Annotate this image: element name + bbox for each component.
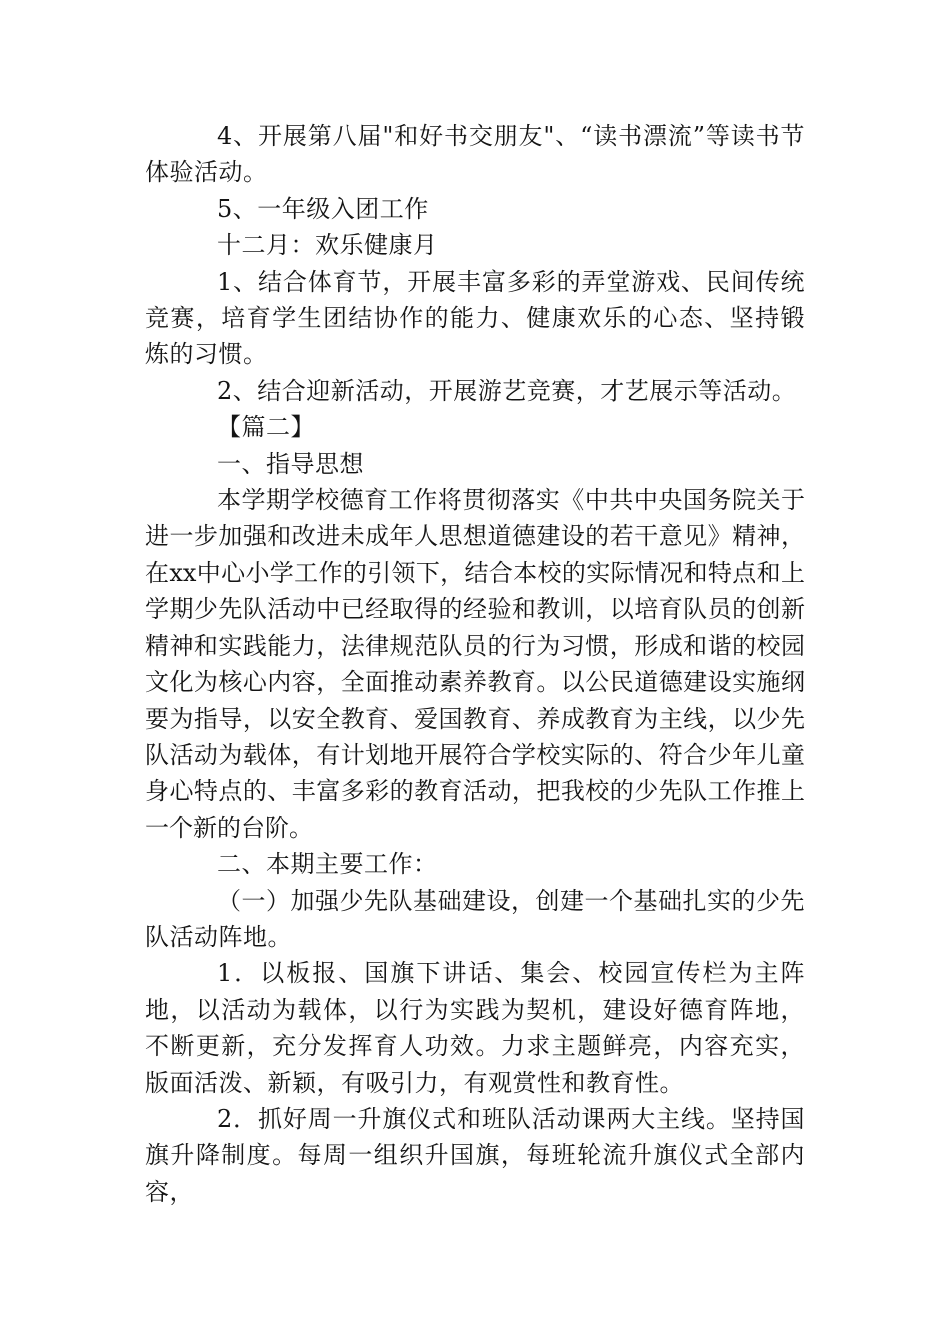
paragraph-new-year-activities: 2、结合迎新活动，开展游艺竞赛，才艺展示等活动。 [217, 376, 797, 405]
heading-main-work: 二、本期主要工作： [217, 850, 438, 879]
document-body [145, 118, 805, 1210]
paragraph-december-heading: 十二月：欢乐健康月 [217, 231, 438, 260]
paragraph-sports-festival: 1、结合体育节，开展丰富多彩的弄堂游戏、民间传统竞赛，培育学生团结协作的能力、健康欢乐的心态、坚持锻炼的习惯。 [145, 267, 805, 369]
paragraph-guiding-ideology-body: 本学期学校德育工作将贯彻落实《中共中央国务院关于进一步加强和改进未成年人思想道德建设的若干意见》精神，在xx中心小学工作的引领下，结合本校的实际情况和特点和上学期少先队活动中已经取得的经验和教训，以培育队员的创新精神和实践能力，法律规范队员的行为习惯，形成和谐的校园文化为核心内容，全面推动素养教育。以公民道德建设实施纲要为指导，以安全教育、爱国教育、养成教育为主线，以少先队活动为载体，有计划地开展符合学校实际的、符合少年儿童身心特点的、丰富多彩的教育活动，把我校的少先队工作推上一个新的台阶。 [145, 486, 805, 842]
section-heading-part-two: 【篇二】 [217, 413, 315, 442]
paragraph-basic-construction: （一）加强少先队基础建设，创建一个基础扎实的少先队活动阵地。 [145, 886, 805, 951]
heading-guiding-ideology: 一、指导思想 [217, 449, 364, 478]
paragraph-reading-festival: 4、开展第八届"和好书交朋友"、“读书漂流”等读书节体验活动。 [145, 122, 805, 187]
paragraph-flag-ceremony: 2．抓好周一升旗仪式和班队活动课两大主线。坚持国旗升降制度。每周一组织升国旗，每班轮流升旗仪式全部内容， [145, 1104, 805, 1206]
paragraph-grade-one-league: 5、一年级入团工作 [217, 194, 429, 223]
paragraph-blackboard-positions: 1．以板报、国旗下讲话、集会、校园宣传栏为主阵地，以活动为载体，以行为实践为契机，建设好德育阵地，不断更新，充分发挥育人功效。力求主题鲜亮，内容充实，版面活泼、新颖，有吸引力，有观赏性和教育性。 [145, 959, 805, 1097]
